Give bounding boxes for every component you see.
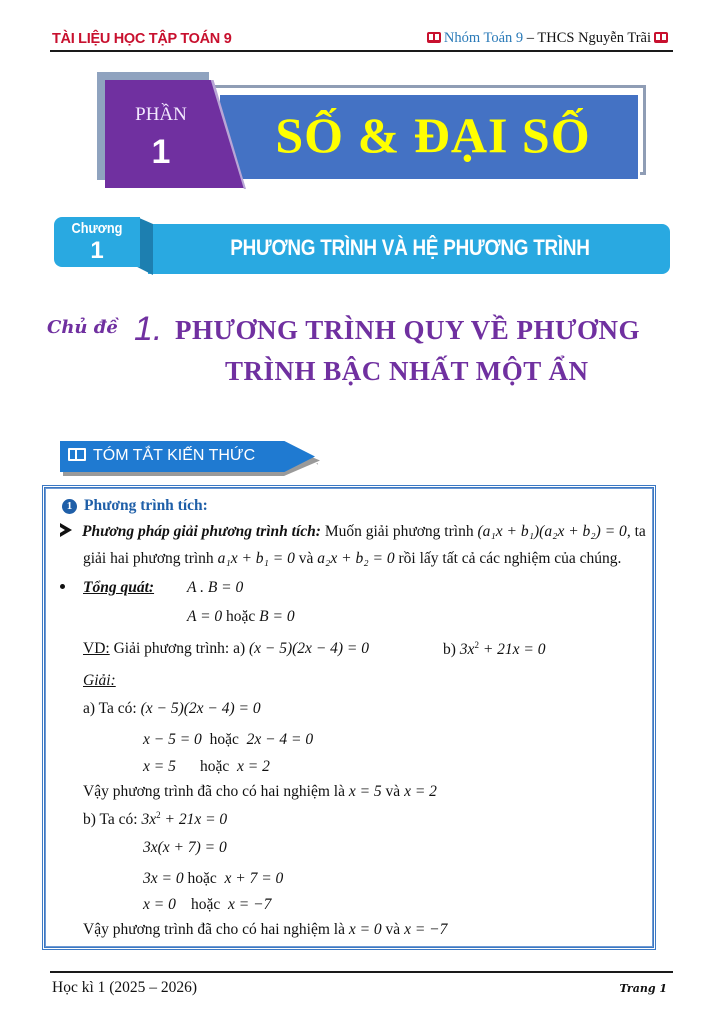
example-label: VD: xyxy=(83,640,110,657)
open-book-icon xyxy=(68,448,86,461)
topic-number: 1. xyxy=(134,310,163,348)
method-label: Phương pháp giải phương trình tích: xyxy=(82,523,321,540)
part-title: SỐ & ĐẠI SỐ xyxy=(275,107,591,163)
solution-a-intro: a) Ta có: (x − 5)(2x − 4) = 0 xyxy=(83,700,261,717)
dot-bullet-icon xyxy=(60,584,65,589)
chapter-number: 1 xyxy=(90,237,104,264)
circled-number-icon: 1 xyxy=(62,499,77,514)
general-line1 xyxy=(60,579,154,597)
section-heading xyxy=(62,497,208,515)
document-title: TÀI LIỆU HỌC TẬP TOÁN 9 xyxy=(52,31,232,47)
solution-b-intro: b) Ta có: $3x^2 + 21x = 0$ xyxy=(83,810,228,829)
equation: a₁x + b₁ = 0 xyxy=(217,550,295,567)
header-group: Nhóm Toán 9 xyxy=(443,30,524,46)
book-icon xyxy=(654,32,668,43)
footer-term: Học kì 1 (2025 – 2026) xyxy=(52,979,198,996)
solution-a-step2b: hoặc x = 2 xyxy=(200,758,270,775)
solution-a-step1: x − 5 = 0 hoặc 2x − 4 = 0 xyxy=(143,731,314,748)
arrow-bullet-icon xyxy=(60,523,72,537)
solution-b-step2: 3x = 0 hoặc x + 7 = 0 xyxy=(143,870,284,887)
topic-prefix: Chủ đề xyxy=(47,317,118,338)
topic-title-line2: TRÌNH BẬC NHẤT MỘT ẨN xyxy=(225,356,589,386)
stray-mark: ` xyxy=(316,462,319,471)
equation: (x − 5)(2x − 4) = 0 xyxy=(248,640,370,657)
header-school: THCS Nguyễn Trãi xyxy=(537,30,651,46)
solution-a-conclusion: Vậy phương trình đã cho có hai nghiệm là x = 5 và x = 2 xyxy=(83,783,437,800)
equation: A . B = 0 xyxy=(187,579,244,596)
solution-a-step2: x = 5 xyxy=(143,758,176,775)
equation: (x − 5)(2x − 4) = 0 xyxy=(140,700,261,717)
header-author xyxy=(424,30,671,47)
page-number: Trang 1 xyxy=(619,982,667,995)
page-footer xyxy=(50,971,673,996)
general-line2: A = 0 hoặc B = 0 xyxy=(187,608,295,625)
section-title: Phương trình tích: xyxy=(84,497,208,514)
solution-label: Giải: xyxy=(83,672,116,689)
example-line: VD: Giải phương trình: a) (x − 5)(2x − 4) = 0 xyxy=(83,640,370,657)
solution-b-step1: 3x(x + 7) = 0 xyxy=(143,839,227,856)
method-line2: giải hai phương trình a₁x + b₁ = 0 và a₂x + b₂ = 0 rồi lấy tất cả các nghiệm của chúng. xyxy=(83,550,622,567)
part-label: PHẦN xyxy=(135,104,187,125)
summary-ribbon-label: TÓM TẮT KIẾN THỨC xyxy=(68,447,255,465)
solution-b-conclusion: Vậy phương trình đã cho có hai nghiệm là x = 0 và x = −7 xyxy=(83,921,448,938)
general-label: Tổng quát: xyxy=(83,579,155,596)
book-icon xyxy=(427,32,441,43)
solution-b-step3b: hoặc x = −7 xyxy=(191,896,272,913)
part-number: 1 xyxy=(151,133,171,171)
method-line1: Phương pháp giải phương trình tích: Muốn giải phương trình (a₁x + b₁)(a₂x + b₂) = 0, ta xyxy=(60,523,646,541)
chapter-label: Chương xyxy=(71,220,123,237)
equation: a₂x + b₂ = 0 xyxy=(317,550,395,567)
example-b: b) $3x^2 + 21x = 0$ xyxy=(443,640,546,659)
equation: (a₁x + b₁)(a₂x + b₂) = 0 xyxy=(477,523,627,540)
solution-b-step3: x = 0 xyxy=(143,896,176,913)
header-separator: – xyxy=(523,30,538,46)
topic-title-line1: PHƯƠNG TRÌNH QUY VỀ PHƯƠNG xyxy=(175,315,641,345)
page-header xyxy=(50,30,673,52)
chapter-title: PHƯƠNG TRÌNH VÀ HỆ PHƯƠNG TRÌNH xyxy=(230,235,590,260)
